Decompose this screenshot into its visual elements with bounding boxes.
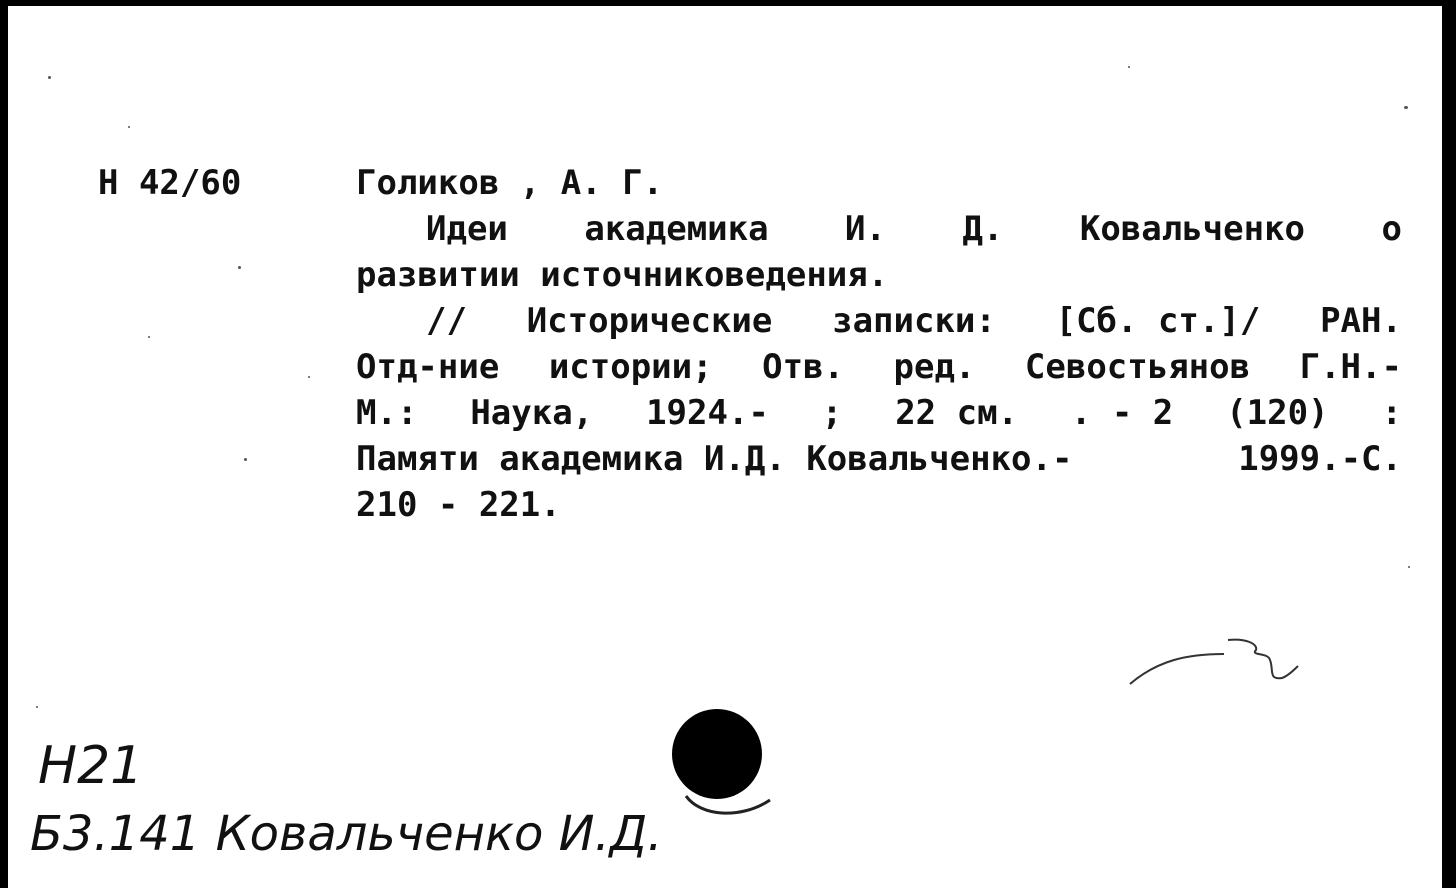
source-word: истории; [548,347,713,387]
scan-speck [128,126,130,128]
catalog-card [8,6,1442,888]
source-word: Севостьянов [1024,347,1251,387]
title-line-1 [426,209,1402,249]
hole-shadow-icon [680,786,780,826]
source-word: РАН. [1320,301,1402,341]
volume-title: Памяти академика И.Д. Ковальченко.- [356,439,1073,479]
pencil-squiggle-icon [1128,630,1308,690]
scan-speck [48,76,51,79]
title-word: академика [584,209,769,249]
scan-speck [36,706,38,708]
imprint-word: . - 2 [1070,393,1174,433]
scan-speck [308,376,310,378]
source-word: ред. [893,347,976,387]
title-line-2: развитии источниковедения. [356,255,889,295]
imprint-word: (120) [1226,393,1329,433]
source-word: Отв. [762,347,844,387]
imprint-word: ; [821,393,843,433]
imprint-word: М.: [356,393,418,433]
source-word: Отд-ние [356,347,500,387]
handwritten-shelf-mark: Н21 [38,736,144,796]
source-word: Г.Н.- [1299,347,1402,387]
imprint-word: Наука, [470,393,594,433]
pages-line: 210 - 221. [356,485,561,525]
source-line-2 [356,347,1402,387]
source-word: записки: [832,301,996,341]
volume-year: 1999.-С. [1238,439,1402,479]
scan-speck [238,266,241,269]
call-number: Н 42/60 [98,163,242,203]
author-heading: Голиков , А. Г. [356,163,664,203]
source-line-1 [426,301,1402,341]
volume-line [356,439,1402,479]
title-word: Д. [962,209,1004,249]
handwritten-index-note: Б3.141 Ковальченко И.Д. [30,806,663,862]
title-word: Ковальченко [1079,209,1306,249]
title-word: Идеи [426,209,508,249]
title-word: И. [845,209,886,249]
source-word: [Сб. ст.]/ [1055,301,1261,341]
title-word: о [1381,209,1402,249]
imprint-word: 1924.- [646,393,769,433]
scan-speck [1404,106,1408,109]
source-word: // [426,301,467,341]
imprint-word: : [1381,393,1402,433]
source-word: Исторические [526,301,773,341]
scan-speck [244,458,247,461]
imprint-word: 22 см. [895,393,1019,433]
scan-speck [148,336,150,338]
imprint-line [356,393,1402,433]
scan-speck [1408,566,1410,568]
scan-speck [1128,66,1130,68]
